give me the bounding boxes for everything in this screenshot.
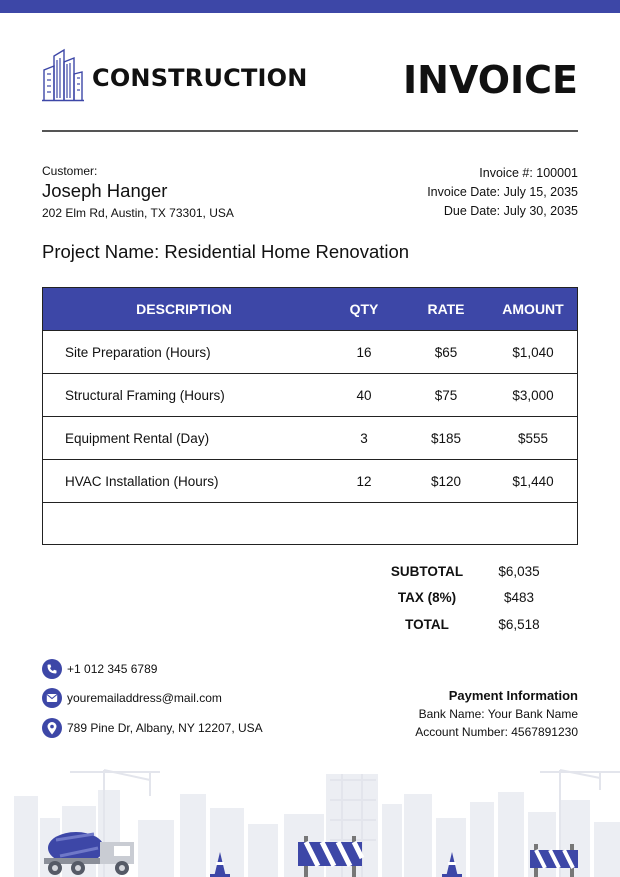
- contact-address: [42, 718, 263, 738]
- project-name: Project Name: Residential Home Renovation: [42, 241, 410, 262]
- top-accent-bar: [0, 0, 620, 13]
- due-date: Due Date: July 30, 2035: [443, 204, 578, 218]
- table-row: [43, 373, 577, 416]
- customer-name: Joseph Hanger: [42, 180, 168, 201]
- item-qty: 12: [356, 473, 372, 489]
- tax-value: $483: [503, 590, 535, 606]
- item-qty: 40: [356, 387, 372, 403]
- payment-information: [415, 687, 578, 741]
- item-amount: $1,440: [512, 473, 554, 489]
- item-description: Equipment Rental (Day): [65, 430, 210, 446]
- table-row: [43, 416, 577, 459]
- item-description: Structural Framing (Hours): [65, 387, 225, 403]
- phone-icon: [42, 659, 62, 679]
- item-description: HVAC Installation (Hours): [65, 473, 219, 489]
- company-address: 789 Pine Dr, Albany, NY 12207, USA: [67, 721, 263, 735]
- invoice-number: Invoice #: 100001: [479, 166, 578, 180]
- total-row: [376, 611, 566, 638]
- buildings-logo-icon: [42, 48, 84, 102]
- total-value: $6,518: [498, 616, 540, 632]
- item-amount: $3,000: [512, 387, 554, 403]
- contact-email: [42, 688, 222, 708]
- email-address: youremailaddress@mail.com: [67, 691, 222, 705]
- item-amount: $555: [517, 430, 549, 446]
- totals-block: [376, 558, 566, 638]
- table-row-empty: [43, 502, 577, 544]
- subtotal-value: $6,035: [498, 563, 540, 579]
- subtotal-row: [376, 558, 566, 585]
- invoice-meta: [427, 164, 578, 221]
- customer-label: Customer:: [42, 164, 98, 178]
- total-label: TOTAL: [405, 616, 449, 632]
- account-number: Account Number: 4567891230: [415, 725, 578, 739]
- item-rate: $185: [430, 430, 462, 446]
- header-description: DESCRIPTION: [136, 301, 232, 317]
- item-rate: $65: [434, 344, 458, 360]
- table-header: [43, 288, 577, 330]
- payment-title: Payment Information: [448, 688, 578, 703]
- header-qty: QTY: [349, 301, 379, 317]
- item-qty: 16: [356, 344, 372, 360]
- location-pin-icon: [42, 718, 62, 738]
- table-row: [43, 459, 577, 502]
- item-rate: $120: [430, 473, 462, 489]
- invoice-date: Invoice Date: July 15, 2035: [427, 185, 578, 199]
- brand-name: CONSTRUCTION: [92, 64, 308, 92]
- document-title: INVOICE: [403, 58, 578, 102]
- line-items-table: [42, 287, 578, 545]
- email-icon: [42, 688, 62, 708]
- contact-phone: [42, 659, 157, 679]
- item-amount: $1,040: [512, 344, 554, 360]
- subtotal-label: SUBTOTAL: [390, 563, 464, 579]
- item-qty: 3: [360, 430, 368, 446]
- construction-skyline-illustration: [0, 760, 620, 877]
- bank-name: Bank Name: Your Bank Name: [418, 707, 578, 721]
- header-rate: RATE: [427, 301, 465, 317]
- item-rate: $75: [434, 387, 458, 403]
- header-divider: [42, 130, 578, 132]
- item-description: Site Preparation (Hours): [65, 344, 211, 360]
- phone-number: +1 012 345 6789: [67, 662, 158, 676]
- table-row: [43, 330, 577, 373]
- tax-label: TAX (8%): [397, 590, 457, 606]
- customer-address: 202 Elm Rd, Austin, TX 73301, USA: [42, 206, 234, 220]
- tax-row: [376, 585, 566, 612]
- header-amount: AMOUNT: [502, 301, 564, 317]
